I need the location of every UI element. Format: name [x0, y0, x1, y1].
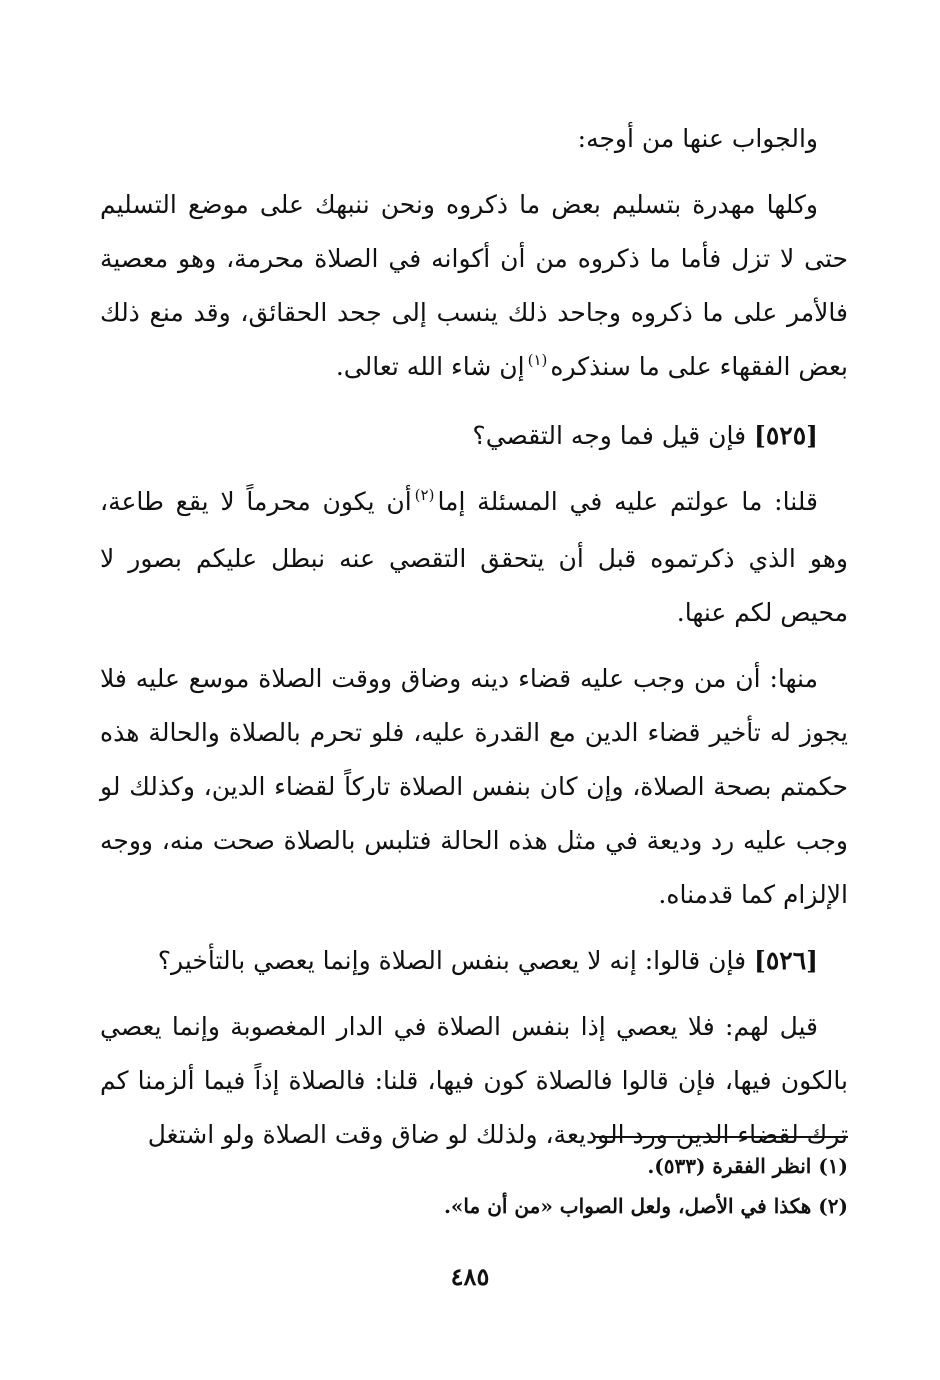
section-526-question: فإن قالوا: إنه لا يعصي بنفس الصلاة وإنما يعصي بالتأخير؟: [157, 946, 747, 975]
intro-text: والجواب عنها من أوجه:: [577, 124, 818, 153]
intro-line: [100, 112, 848, 166]
paragraph-2: [100, 475, 848, 640]
paragraph-1-end: إن شاء الله تعالى.: [335, 352, 525, 381]
page-number: ٤٨٥: [450, 1262, 490, 1291]
section-526-heading: [100, 934, 848, 988]
section-525-number: [٥٢٥]: [754, 421, 818, 450]
section-526-number: [٥٢٦]: [754, 946, 818, 975]
footnote-ref-2[interactable]: (٢): [414, 486, 435, 504]
section-525-heading: [100, 409, 848, 463]
page-body: [100, 112, 848, 1162]
paragraph-3-text: منها: أن من وجب عليه قضاء دينه وضاق ووقت الصلاة موسع عليه فلا يجوز له تأخير قضاء الدين مع القدرة عليه، فلو تحرم بالصلاة والحالة هذه حكمتم بصحة الصلاة، وإن كان بنفس الصلاة تاركاً لقضاء الدين، وكذلك لو وجب عليه رد وديعة في مثل هذه الحالة فتلبس بالصلاة صحت منه، ووجه الإلزام كما قدمناه.: [100, 664, 848, 909]
footnote-1: (١) انظر الفقرة (٥٣٣).: [647, 1154, 848, 1178]
paragraph-3: [100, 652, 848, 922]
paragraph-2-text-b: أن يكون محرماً لا يقع طاعة، وهو الذي ذكرتموه قبل أن يتحقق التقصي عنه نبطل عليكم بصور لا محيص لكم عنها.: [100, 487, 848, 627]
paragraph-1-text: وكلها مهدرة بتسليم بعض ما ذكروه ونحن ننبهك على موضع التسليم حتى لا تزل فأما ما ذكروه من أن أكوانه في الصلاة محرمة، وهو معصية فالأمر على ما ذكروه وجاحد ذلك ينسب إلى جحد الحقائق، وقد منع ذلك بعض الفقهاء على ما سنذكره: [100, 190, 848, 381]
footnotes: [100, 1136, 848, 1226]
footnote-2: (٢) هكذا في الأصل، ولعل الصواب «من أن ما».: [443, 1194, 848, 1218]
paragraph-2-text-a: قلنا: ما عولتم عليه في المسئلة إما: [437, 487, 818, 516]
section-525-question: فإن قيل فما وجه التقصي؟: [472, 421, 747, 450]
paragraph-1: [100, 178, 848, 397]
footnote-divider: [593, 1136, 848, 1138]
paragraph-4-text: قيل لهم: فلا يعصي إذا بنفس الصلاة في الدار المغصوبة وإنما يعصي بالكون فيها، فإن قالوا فالصلاة كون فيها، قلنا: فالصلاة إذاً فيما ألزمنا كم ترك لقضاء الدين ورد الوديعة، ولذلك لو ضاق وقت الصلاة ولو اشتغل: [100, 1012, 848, 1149]
footnote-ref-1[interactable]: (١): [527, 351, 548, 369]
